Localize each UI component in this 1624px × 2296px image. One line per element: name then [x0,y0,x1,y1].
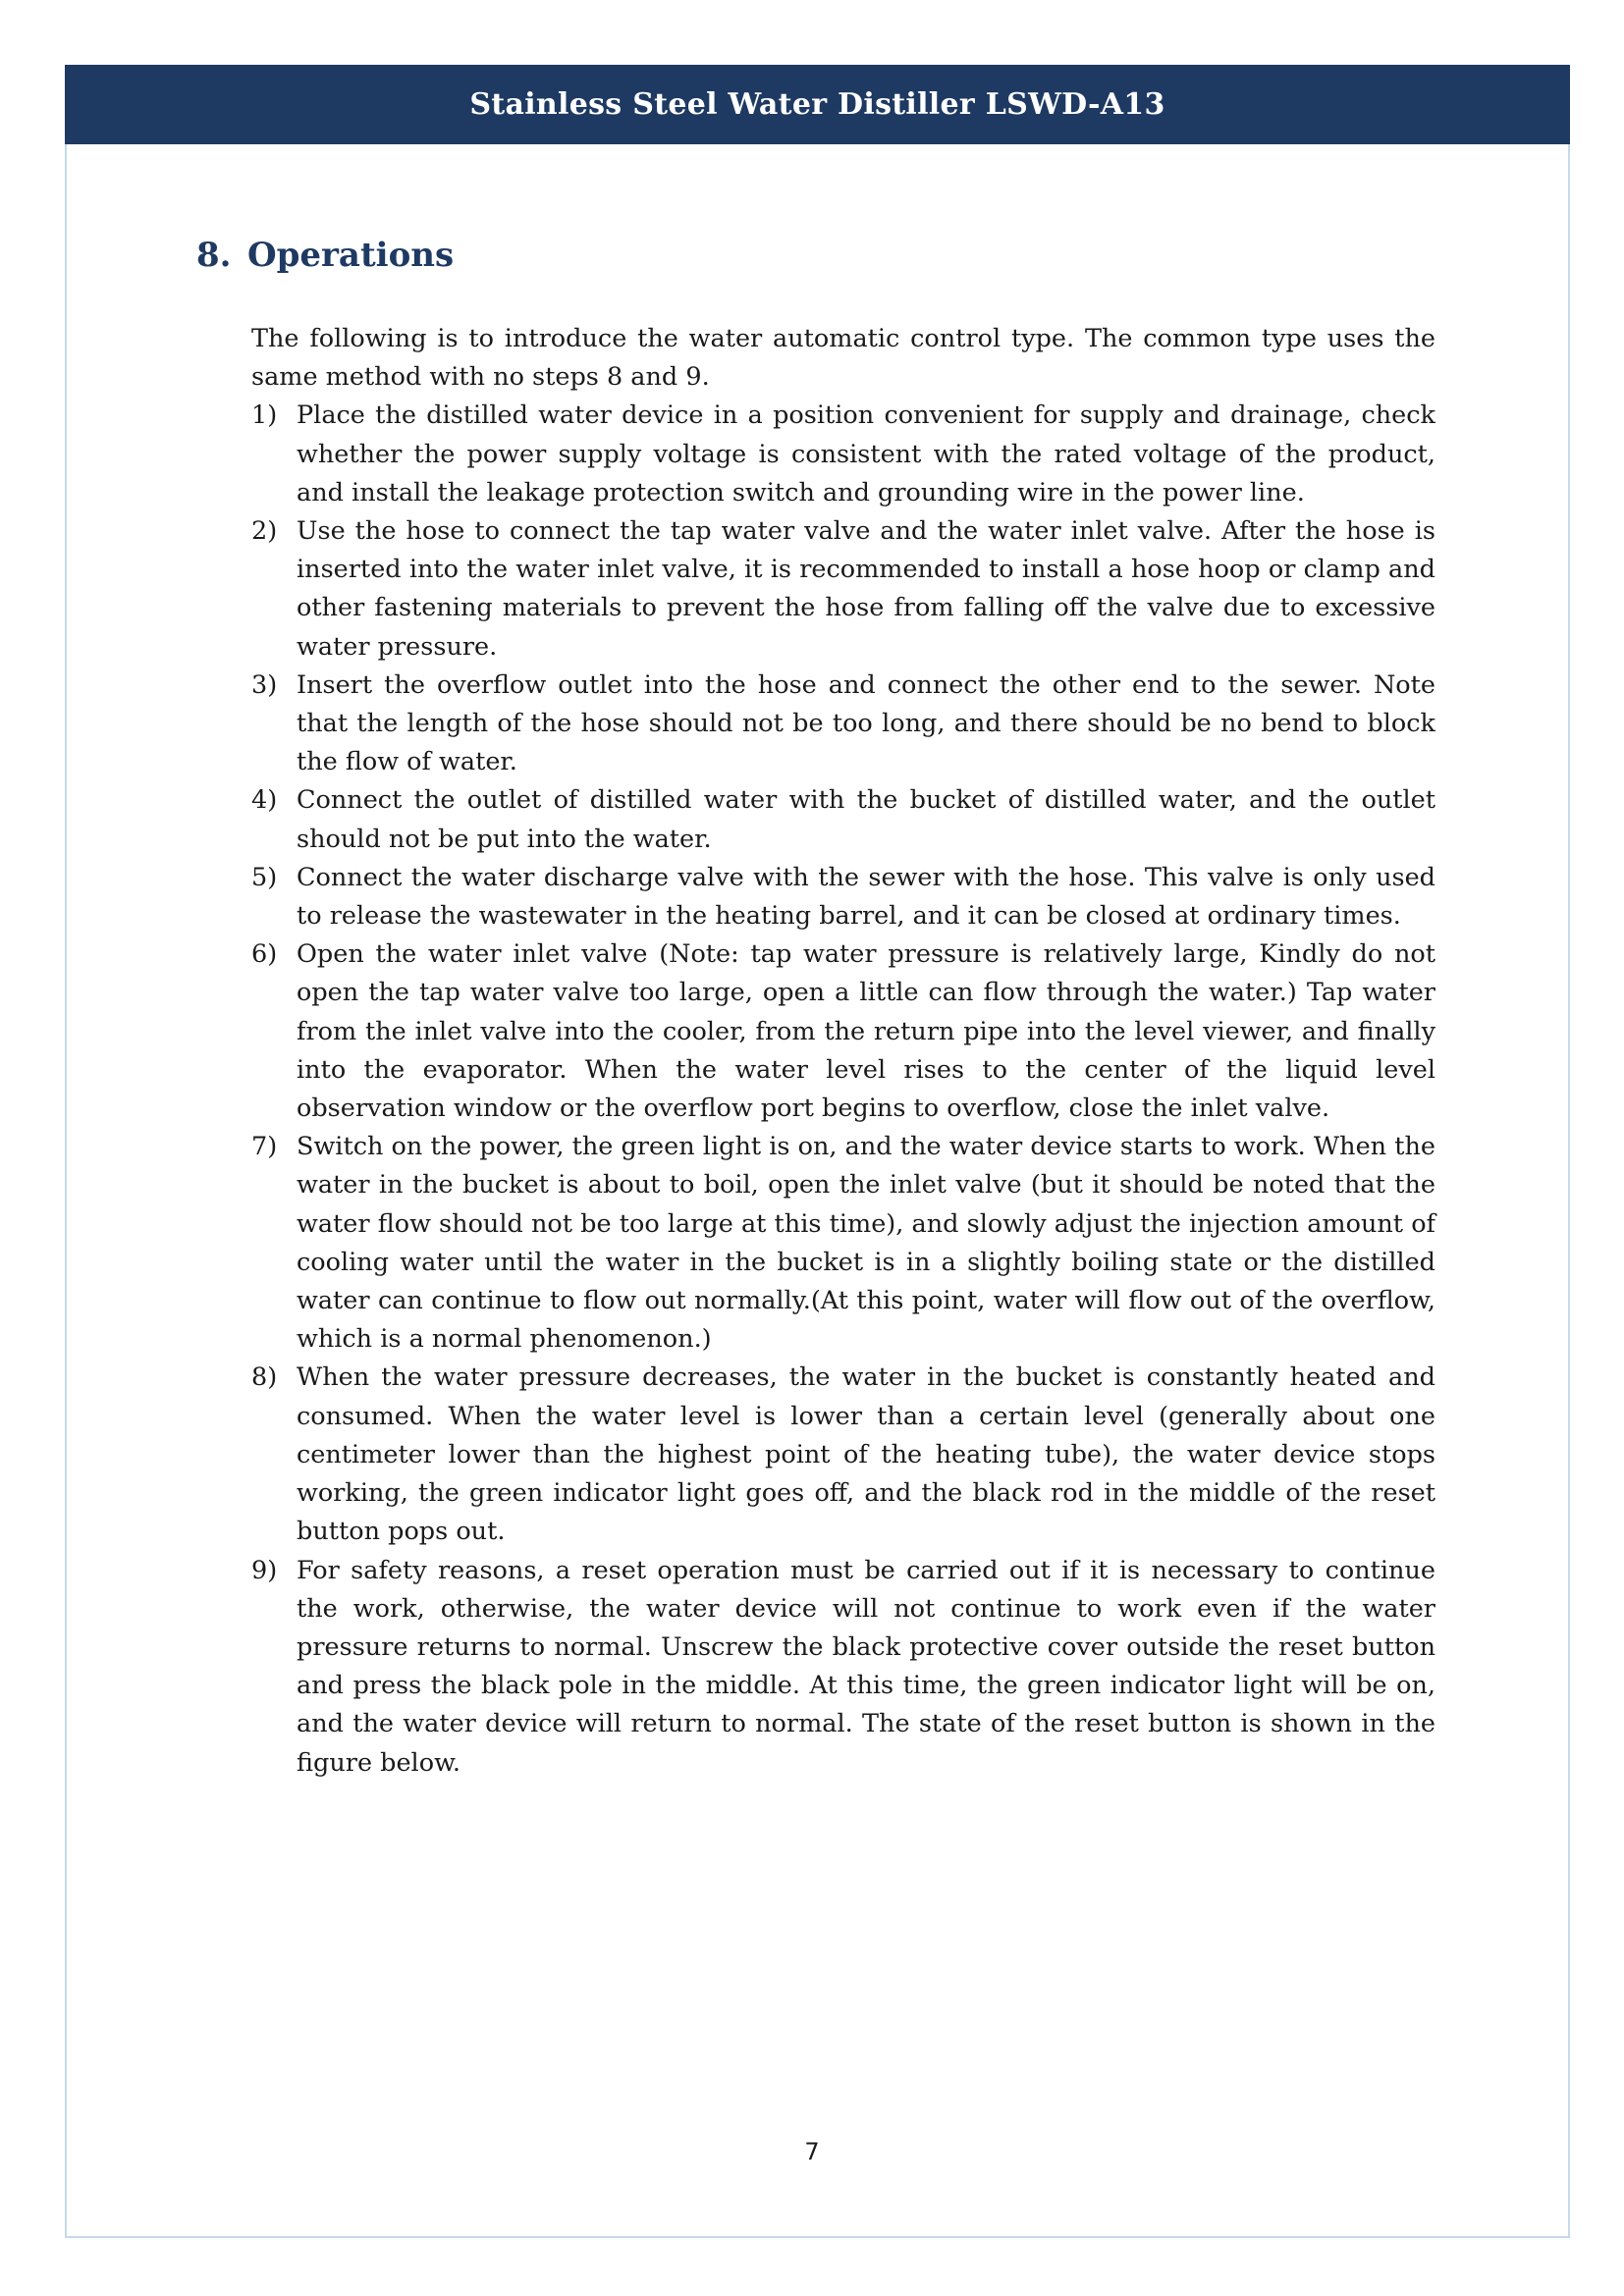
step-number: 7) [251,1132,278,1162]
step-item [251,1552,1435,1783]
page-number: 7 [804,2138,820,2165]
step-number: 4) [251,785,278,816]
step-item [251,935,1435,1128]
step-item [251,1128,1435,1359]
intro-paragraph: The following is to introduce the water automatic control type. The common type uses the same method with no steps 8 and 9. [251,324,1435,393]
step-item [251,1359,1435,1551]
step-item [251,667,1435,782]
operations-content [251,320,1435,1783]
step-number: 8) [251,1362,278,1393]
step-text: Use the hose to connect the tap water valve and the water inlet valve. After the hose is inserted into the water inlet valve, it is recommended to install a hose hoop or clamp and other fastening materials to prevent the hose from falling off the valve due to excessive water pressure. [297,516,1435,662]
step-number: 6) [251,939,278,970]
step-number: 2) [251,516,278,547]
step-text: Place the distilled water device in a position convenient for supply and drainage, check whether the power supply voltage is consistent with the rated voltage of the product, and install the leakage protection switch and grounding wire in the power line. [297,400,1435,507]
section-number: 8. [196,236,232,275]
step-number: 5) [251,862,278,892]
step-text: Insert the overflow outlet into the hose and connect the other end to the sewer. Note that the length of the hose should not be too long, and there should be no bend to block the flow of water. [297,669,1435,777]
operations-steps-list [251,397,1435,1782]
step-item [251,859,1435,935]
step-number: 3) [251,669,278,700]
step-text: For safety reasons, a reset operation must be carried out if it is necessary to continue the work, otherwise, the water device will not continue to work even if the water pressure returns to normal. Unscrew the black protective cover outside the reset button and press the black pole in the middle. At this time, the green indicator light will be on, and the water device will return to normal. The state of the reset button is shown in the figure below. [297,1555,1435,1778]
section-title: Operations [247,236,455,275]
step-text: Switch on the power, the green light is on, and the water device starts to work. When the water in the bucket is about to boil, open the inlet valve (but it should be noted that the water flow should not be too large at this time), and slowly adjust the injection amount of cooling water until the water in the bucket is in a slightly boiling state or the distilled water can continue to flow out normally.(At this point, water will flow out of the overflow, which is a normal phenomenon.) [297,1132,1435,1355]
step-number: 9) [251,1555,278,1585]
step-item [251,397,1435,512]
header-bar [65,65,1570,144]
section-heading [196,236,454,275]
step-number: 1) [251,400,278,431]
step-item [251,512,1435,667]
step-item [251,781,1435,858]
step-text: Connect the outlet of distilled water with the bucket of distilled water, and the outlet should not be put into the water. [297,785,1435,854]
step-text: Connect the water discharge valve with the sewer with the hose. This valve is only used to release the wastewater in the heating barrel, and it can be closed at ordinary times. [297,862,1435,932]
step-text: When the water pressure decreases, the water in the bucket is constantly heated and consumed. When the water level is lower than a certain level (generally about one centimeter lower than the highest point of the heating tube), the water device stops working, the green indicator light goes off, and the black rod in the middle of the reset button pops out. [297,1362,1435,1547]
document-title: Stainless Steel Water Distiller LSWD-A13 [469,87,1165,122]
step-text: Open the water inlet valve (Note: tap water pressure is relatively large, Kindly do not open the tap water valve too large, open a little can flow through the water.) Tap water from the inlet valve into the cooler, from the return pipe into the level viewer, and finally into the evaporator. When the water level rises to the center of the liquid level observation window or the overflow port begins to overflow, close the inlet valve. [297,939,1435,1124]
